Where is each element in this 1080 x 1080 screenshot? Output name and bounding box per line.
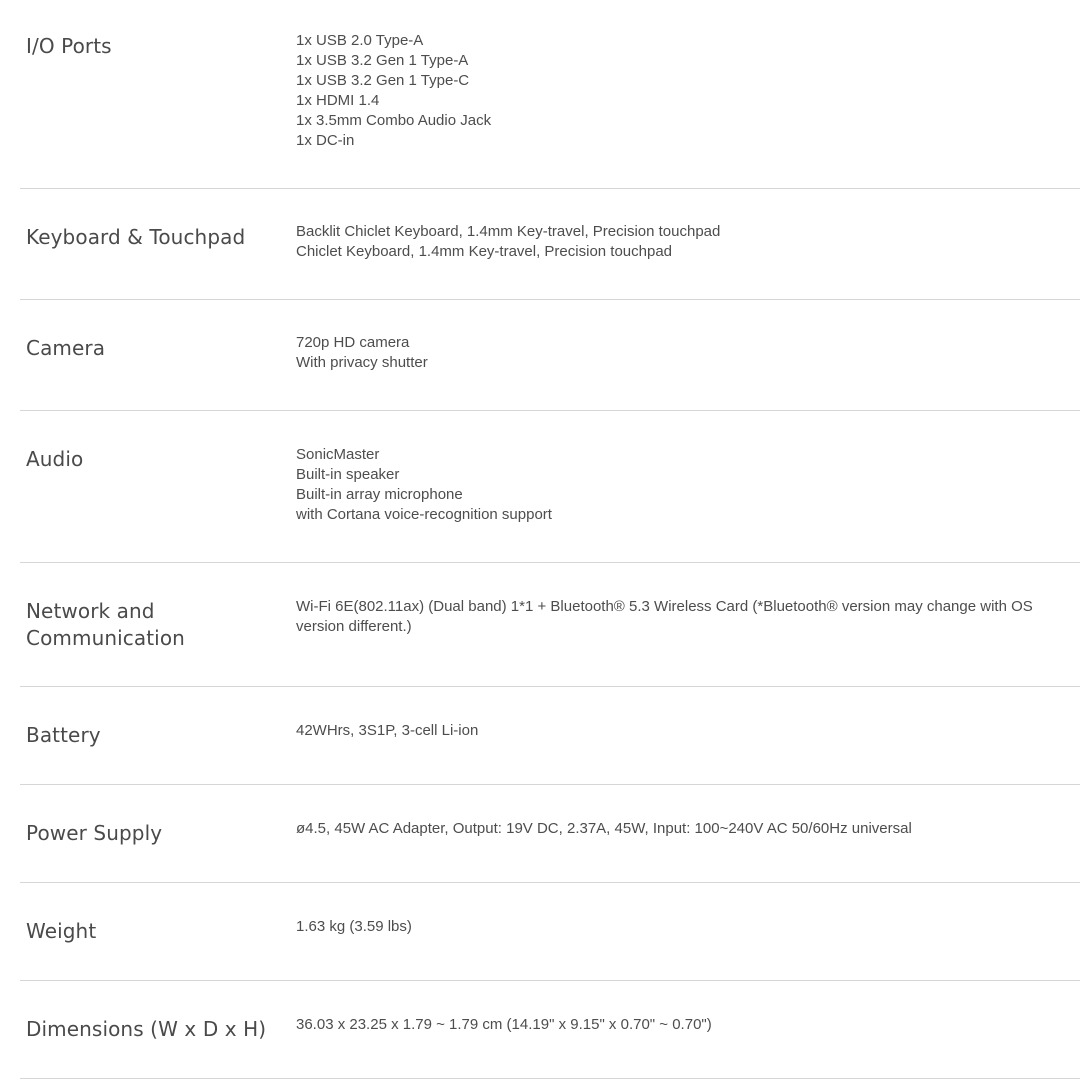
spec-label: Weight: [26, 919, 97, 943]
spec-label: Power Supply: [26, 821, 163, 845]
spec-value: with Cortana voice-recognition support: [296, 506, 552, 523]
spec-label: Battery: [26, 723, 101, 747]
spec-row-io-ports: [20, 0, 1080, 189]
spec-label: Camera: [26, 336, 106, 360]
spec-value: 42WHrs, 3S1P, 3-cell Li-ion: [296, 722, 479, 739]
spec-row-audio: [20, 411, 1080, 563]
spec-value: 1x USB 3.2 Gen 1 Type-C: [296, 72, 470, 89]
spec-row-weight: [20, 883, 1080, 981]
spec-values: [296, 563, 1080, 686]
spec-value: ø4.5, 45W AC Adapter, Output: 19V DC, 2.37A, 45W, Input: 100~240V AC 50/60Hz universal: [296, 820, 912, 837]
spec-value: Built-in array microphone: [296, 486, 463, 503]
spec-row-battery: [20, 687, 1080, 785]
spec-label: Audio: [26, 447, 84, 471]
spec-value: 1.63 kg (3.59 lbs): [296, 918, 412, 935]
spec-table: [20, 0, 1080, 1079]
spec-label: I/O Ports: [26, 34, 112, 58]
spec-value: Built-in speaker: [296, 466, 400, 483]
spec-value: SonicMaster: [296, 446, 380, 463]
spec-values: [296, 189, 1080, 299]
spec-row-keyboard-touchpad: [20, 189, 1080, 300]
spec-value: Chiclet Keyboard, 1.4mm Key-travel, Precision touchpad: [296, 243, 673, 260]
spec-values: [296, 687, 1080, 784]
spec-values: [296, 785, 1080, 882]
spec-value: Backlit Chiclet Keyboard, 1.4mm Key-travel, Precision touchpad: [296, 223, 721, 240]
spec-values: [296, 0, 1080, 188]
spec-values: [296, 883, 1080, 980]
spec-value: Wi-Fi 6E(802.11ax) (Dual band) 1*1 + Bluetooth® 5.3 Wireless Card (*Bluetooth® version may change with OS version different.): [296, 598, 1033, 635]
spec-values: [296, 981, 1080, 1078]
spec-values: [296, 300, 1080, 410]
spec-value: 1x DC-in: [296, 132, 355, 149]
spec-label: Network and Communication: [26, 599, 185, 650]
spec-label: Keyboard & Touchpad: [26, 225, 246, 249]
spec-value: 720p HD camera: [296, 334, 410, 351]
spec-value: With privacy shutter: [296, 354, 428, 371]
spec-row-network: [20, 563, 1080, 687]
spec-value: 1x USB 3.2 Gen 1 Type-A: [296, 52, 469, 69]
spec-value: 36.03 x 23.25 x 1.79 ~ 1.79 cm (14.19" x 9.15" x 0.70" ~ 0.70"): [296, 1016, 712, 1033]
spec-value: 1x HDMI 1.4: [296, 92, 380, 109]
spec-value: 1x USB 2.0 Type-A: [296, 32, 424, 49]
spec-value: 1x 3.5mm Combo Audio Jack: [296, 112, 492, 129]
spec-label: Dimensions (W x D x H): [26, 1017, 267, 1041]
spec-row-dimensions: [20, 981, 1080, 1079]
spec-row-camera: [20, 300, 1080, 411]
spec-row-power-supply: [20, 785, 1080, 883]
spec-values: [296, 411, 1080, 562]
